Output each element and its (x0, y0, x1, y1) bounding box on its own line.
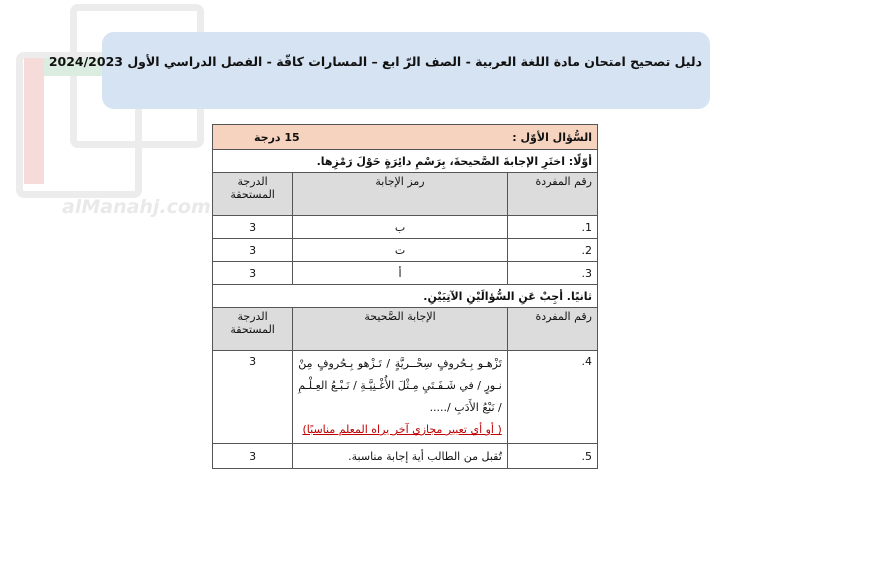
answer-key-table (212, 124, 598, 469)
part1-instruction-row (213, 150, 598, 173)
question-score: 15 درجة (254, 130, 300, 144)
item-score: 3 (213, 216, 293, 239)
watermark-site-text: alManahj.com (62, 196, 211, 218)
answer-code: أ (293, 262, 508, 285)
table-row (213, 351, 598, 444)
part2-header-answer: الإجابة الصَّحيحة (293, 308, 508, 351)
question-title: السُّؤال الأوّل : (512, 130, 592, 144)
part2-header-item: رقم المفردة (507, 308, 597, 351)
table-row (213, 444, 598, 469)
answer-body: تَزْهـو بِـحُروفٍ سِحْــريَّةٍ / تَـزْهو بِـحُروفٍ مِنْ نـورٍ / في شَـفَـتَيِ مِـثْلَ الأُغْـنِيَّـةِ / نَـبْـعُ العِـلْـمِ / نَبْعُ الأَدَبِ /..... (298, 357, 502, 414)
part2-instruction: ثانيًا. أجِبْ عَنِ السُّؤالَيْنِ الآتِيَيْنِ. (213, 285, 598, 308)
part2-instruction-row (213, 285, 598, 308)
part2-header-score: الدرجة المستحقة (213, 308, 293, 351)
answer-code: ب (293, 216, 508, 239)
item-score: 3 (213, 239, 293, 262)
item-score: 3 (213, 262, 293, 285)
question-header-cell (213, 125, 598, 150)
document-title: دليل تصحيح امتحان مادة اللغة العربية - الصف الرّ ابع – المسارات كافّة - الفصل الدراسي الأول 2024/2023 (48, 54, 702, 69)
watermark-flag-red (24, 58, 44, 184)
item-number: 1. (507, 216, 597, 239)
item-number: 2. (507, 239, 597, 262)
table-row (213, 216, 598, 239)
answer-text: تُقبل من الطالب أية إجابة مناسبة. (293, 444, 508, 469)
part1-header-item: رقم المفردة (507, 173, 597, 216)
answer-code: ت (293, 239, 508, 262)
table-row (213, 239, 598, 262)
answer-note: ( أو أي تعبير مجازي آخر يراه المعلم مناسبًا) (302, 423, 502, 436)
answer-text (293, 351, 508, 444)
item-number: 4. (507, 351, 597, 444)
item-number: 3. (507, 262, 597, 285)
part2-header-row (213, 308, 598, 351)
item-score: 3 (213, 444, 293, 469)
part1-instruction: أوّلًا: اختَرِ الإجابةَ الصَّحيحةَ، بِرَسْمِ دائِرَةٍ حَوْلَ رَمْزِها. (213, 150, 598, 173)
part1-header-score: الدرجة المستحقة (213, 173, 293, 216)
part1-header-answer: رمز الإجابة (293, 173, 508, 216)
question-header-row (213, 125, 598, 150)
item-number: 5. (507, 444, 597, 469)
table-row (213, 262, 598, 285)
header-banner (48, 32, 710, 109)
part1-header-row (213, 173, 598, 216)
item-score: 3 (213, 351, 293, 444)
